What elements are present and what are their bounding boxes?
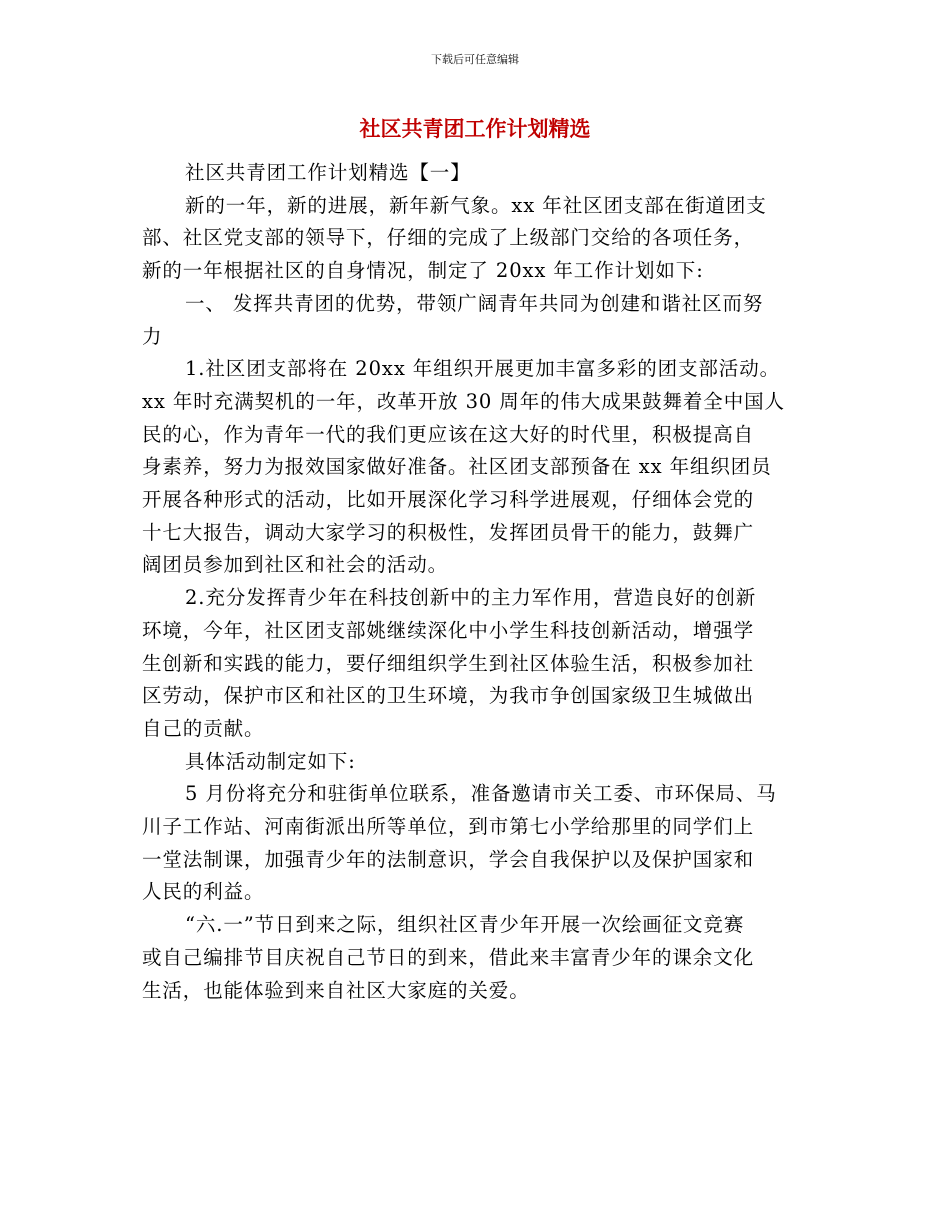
body-text-line: 区劳动，保护市区和社区的卫生环境，为我市争创国家级卫生城做出: [142, 684, 755, 708]
body-text-line: 阔团员参加到社区和社会的活动。: [142, 553, 449, 577]
body-text-line: 一、 发挥共青团的优势，带领广阔青年共同为创建和谐社区而努: [185, 291, 764, 315]
body-text-line: 1.社区团支部将在 20xx 年组织开展更加丰富多彩的团支部活动。: [185, 357, 781, 381]
body-text-line: 5 月份将充分和驻街单位联系，准备邀请市关工委、市环保局、马: [185, 782, 777, 806]
body-text-line: 生活，也能体验到来自社区大家庭的关爱。: [142, 978, 530, 1002]
body-text-line: 新的一年根据社区的自身情况，制定了 20xx 年工作计划如下:: [142, 259, 704, 283]
page-header-note: 下载后可任意编辑: [431, 53, 519, 66]
body-text-line: 民的心，作为青年一代的我们更应该在这大好的时代里，积极提高自: [142, 422, 755, 446]
body-text-line: 具体活动制定如下:: [185, 749, 356, 773]
body-text-line: 2.充分发挥青少年在科技创新中的主力军作用，营造良好的创新: [185, 586, 757, 610]
body-text-line: 或自己编排节目庆祝自己节日的到来，借此来丰富青少年的课余文化: [142, 945, 755, 969]
body-text-line: 自己的贡献。: [142, 716, 265, 740]
body-text-line: 十七大报告，调动大家学习的积极性，发挥团员骨干的能力，鼓舞广: [142, 520, 755, 544]
body-text-line: 川子工作站、河南街派出所等单位，到市第七小学给那里的同学们上: [142, 815, 755, 839]
body-text-line: 身素养，努力为报效国家做好准备。社区团支部预备在 xx 年组织团员: [142, 455, 772, 479]
body-text-line: 开展各种形式的活动，比如开展深化学习科学进展观，仔细体会党的: [142, 488, 755, 512]
body-text-line: 人民的利益。: [142, 880, 265, 904]
document-body: [142, 157, 808, 1007]
body-text-line: 部、社区党支部的领导下，仔细的完成了上级部门交给的各项任务，: [142, 226, 755, 250]
body-text-line: 生创新和实践的能力，要仔细组织学生到社区体验生活，积极参加社: [142, 651, 755, 675]
body-text-line: 一堂法制课，加强青少年的法制意识，学会自我保护以及保护国家和: [142, 847, 755, 871]
body-text-line: 力: [142, 324, 163, 348]
body-text-line: 环境，今年，社区团支部姚继续深化中小学生科技创新活动，增强学: [142, 618, 755, 642]
body-text-line: xx 年时充满契机的一年，改革开放 30 周年的伟大成果鼓舞着全中国人: [142, 389, 785, 413]
body-text-line: “六.一”节日到来之际，组织社区青少年开展一次绘画征文竞赛: [185, 913, 745, 937]
body-text-line: 社区共青团工作计划精选【一】: [185, 161, 471, 184]
document-title: 社区共青团工作计划精选: [359, 117, 591, 141]
body-text-line: 新的一年，新的进展，新年新气象。xx 年社区团支部在街道团支: [185, 193, 767, 217]
